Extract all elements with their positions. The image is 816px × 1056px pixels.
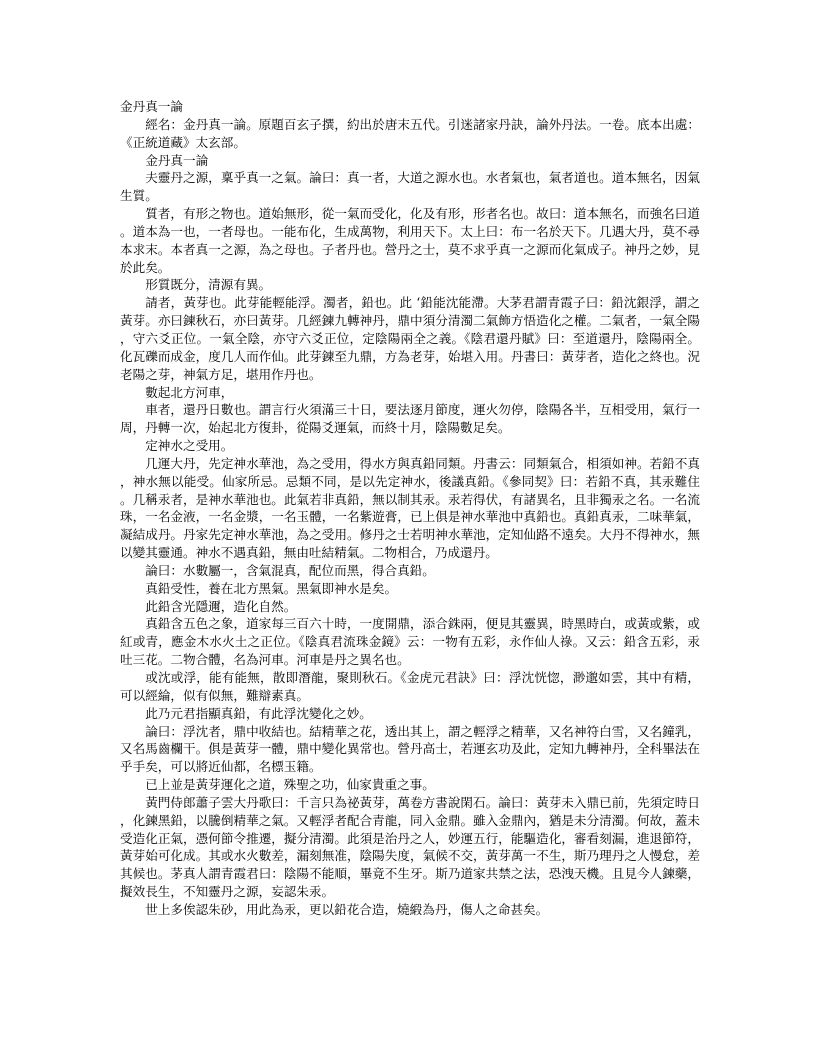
para-closing: 世上多俟認朱砂，用此為汞，更以鉛花合造，燒緞為丹，傷人之命甚矣。	[145, 901, 549, 917]
para-five-colors: 真鉛含五色之象，道家每三百六十時，一度開鼎，添合銖兩，便見其靈異，時黑時白，或黃或紫，或紅或青，應金木水火土之正位。《陰真君流珠金鏡》云：一物有五彩，永作仙人祿。又云：鉛含五彩，汞吐三花。二物合體，名為河車。河車是丹之異名也。	[120, 616, 700, 668]
catalog-entry: 經名：金丹真一論。原題百玄子撰，約出於唐末五代。引迷諸家丹訣，論外丹法。一卷。底本出處：《正統道藏》太玄部。	[120, 116, 700, 150]
para-floating-sinking-explained: 論曰：浮沈者，鼎中收結也。結精華之花，透出其上，謂之輕浮之精華，又名神符白雪，又名鐘乳，又名馬齒欄干。俱是黃芽一體，鼎中變化異常也。營丹高士，若運玄功及此，定知九轉神丹，全科畢法在乎手矣，可以將近仙都，名標玉籍。	[120, 723, 700, 775]
para-divine-water-use: 几運大丹，先定神水華池，為之受用，得水方與真鉛同類。丹書云：同類氣合，相須如神。若鉛不真，神水無以能受。仙家所忌。忌類不同，是以先定神水，後議真鉛。《參同契》曰：若鉛不真，其汞難住。几稱汞者，是神水華池也。此氣若非真鉛，無以制其汞。汞若得伏，有諸異名，且非獨汞之名。一名流珠，一名金液，一名金漿，一名玉體，一名紫遊膏，已上俱是神水華池中真鉛也。真鉛真汞，二味華氣，凝結成丹。丹家先定神水華池，為之受用。修丹之士若明神水華池，定知仙路不遠矣。大丹不得神水，無以變其靈通。神水不遇真鉛，無由吐結精氣。二物相合，乃成還丹。	[120, 455, 700, 561]
heading-lead-hidden-light: 此鉛含光隱邇，造化自然。	[145, 598, 297, 614]
para-xiao-ziyun: 黃門侍郎蕭子雲大丹歌曰：千言只為祕黃芽，萬卷方書說閑石。論曰：黃芽未入鼎已前，先須定時日，化鍊黑鉛，以騰倒精華之氣。又輕浮者配合青龍，同入金鼎。雖入金鼎內，猶是未分清濁。何故，蓋未受造化正氣，憑何節令推遷，擬分清濁。此須是治丹之人，妙運五行，能驅造化，審看刻漏，進退節符，黃芽始可化成。其或水火數差，漏刻無准，陰陽失度，氣候不交，黃芽萬一不生，斯乃理丹之人慢怠，差其候也。茅真人謂青霞君曰：陰陽不能順，畢竟不生牙。斯乃道家共禁之法，恐洩天機。且見今人鍊藥，擬效長生，不知靈丹之源，妄認朱汞。	[120, 794, 700, 900]
title-heading: 金丹真一論	[120, 99, 183, 114]
heading-form-divided: 形質既分，清源有異。	[145, 277, 272, 293]
para-float-sink: 或沈或浮，能有能無，散即潛龍，聚則秋石。《金虎元君訣》曰：浮沈恍惚，渺邈如雲，其中有精，可以經綸，似有似無，難辯素真。	[120, 670, 700, 703]
para-source-of-elixir: 夫靈丹之源，稟乎真一之氣。論曰：真一者，大道之源水也。水者氣也，氣者道也。道本無名，因氣生質。	[120, 170, 700, 204]
para-form-and-substance: 質者，有形之物也。道始無形，從一氣而受化，化及有形，形者名也。故曰：道本無名，而強名曰道。道本為一也，一者母也。一能布化，生成萬物，利用天下。太上曰：布一名於天下。几遇大丹，莫不尋本求末。本者真一之源，為之母也。子者丹也。營丹之士，莫不求乎真一之源而化氣成子。神丹之妙，見於此矣。	[120, 206, 700, 275]
heading-above-is-way: 已上並是黃芽運化之道，殊聖之功，仙家貴重之事。	[145, 777, 435, 793]
inner-title: 金丹真一論	[145, 152, 209, 168]
heading-divine-water: 定神水之受用。	[145, 438, 234, 454]
para-yellow-sprout: 請者，黃芽也。此芽能輕能浮。濁者，鉛也。此 ‘鉛能沈能滯。大茅君謂青霞子曰：鉛沈銀浮，謂之黃芽。亦曰鍊秋石，亦曰黃芽。几經鍊九轉神丹，鼎中須分清濁二氣飾方悟造化之權。二氣者，一氣全陽，守六爻正位。一氣全陰，亦守六爻正位，定陰陽兩全之義。《陰君還丹賦》曰：至道還丹，陰陽兩全。化瓦礫而成金，度几人而作仙。此芽鍊至九鼎，方為老芽，始堪入用。丹書曰：黃芽者，造化之終也。況老陽之芽，神氣方足，堪用作丹也。	[120, 295, 700, 382]
heading-north-river-cart: 數起北方河車，	[145, 384, 234, 400]
heading-true-lead-nature: 真鉛受性，養在北方黑氣。黑氣即神水是矣。	[145, 580, 398, 596]
heading-yuanjun-points: 此乃元君指顯真鉛，有此浮沈變化之妙。	[145, 705, 372, 721]
heading-water-number: 論曰：水數屬一，含氣混真，配位而黑，得合真鉛。	[145, 562, 435, 578]
para-river-cart: 車者，還丹日數也。謂言行火須滿三十日，要法逐月節度，運火勿停，陰陽各半，互相受用，氣行一周，丹轉一次，始起北方復卦，從陽爻運氣，而終十月，陰陽數足矣。	[120, 402, 700, 436]
document-text-body	[120, 98, 700, 919]
